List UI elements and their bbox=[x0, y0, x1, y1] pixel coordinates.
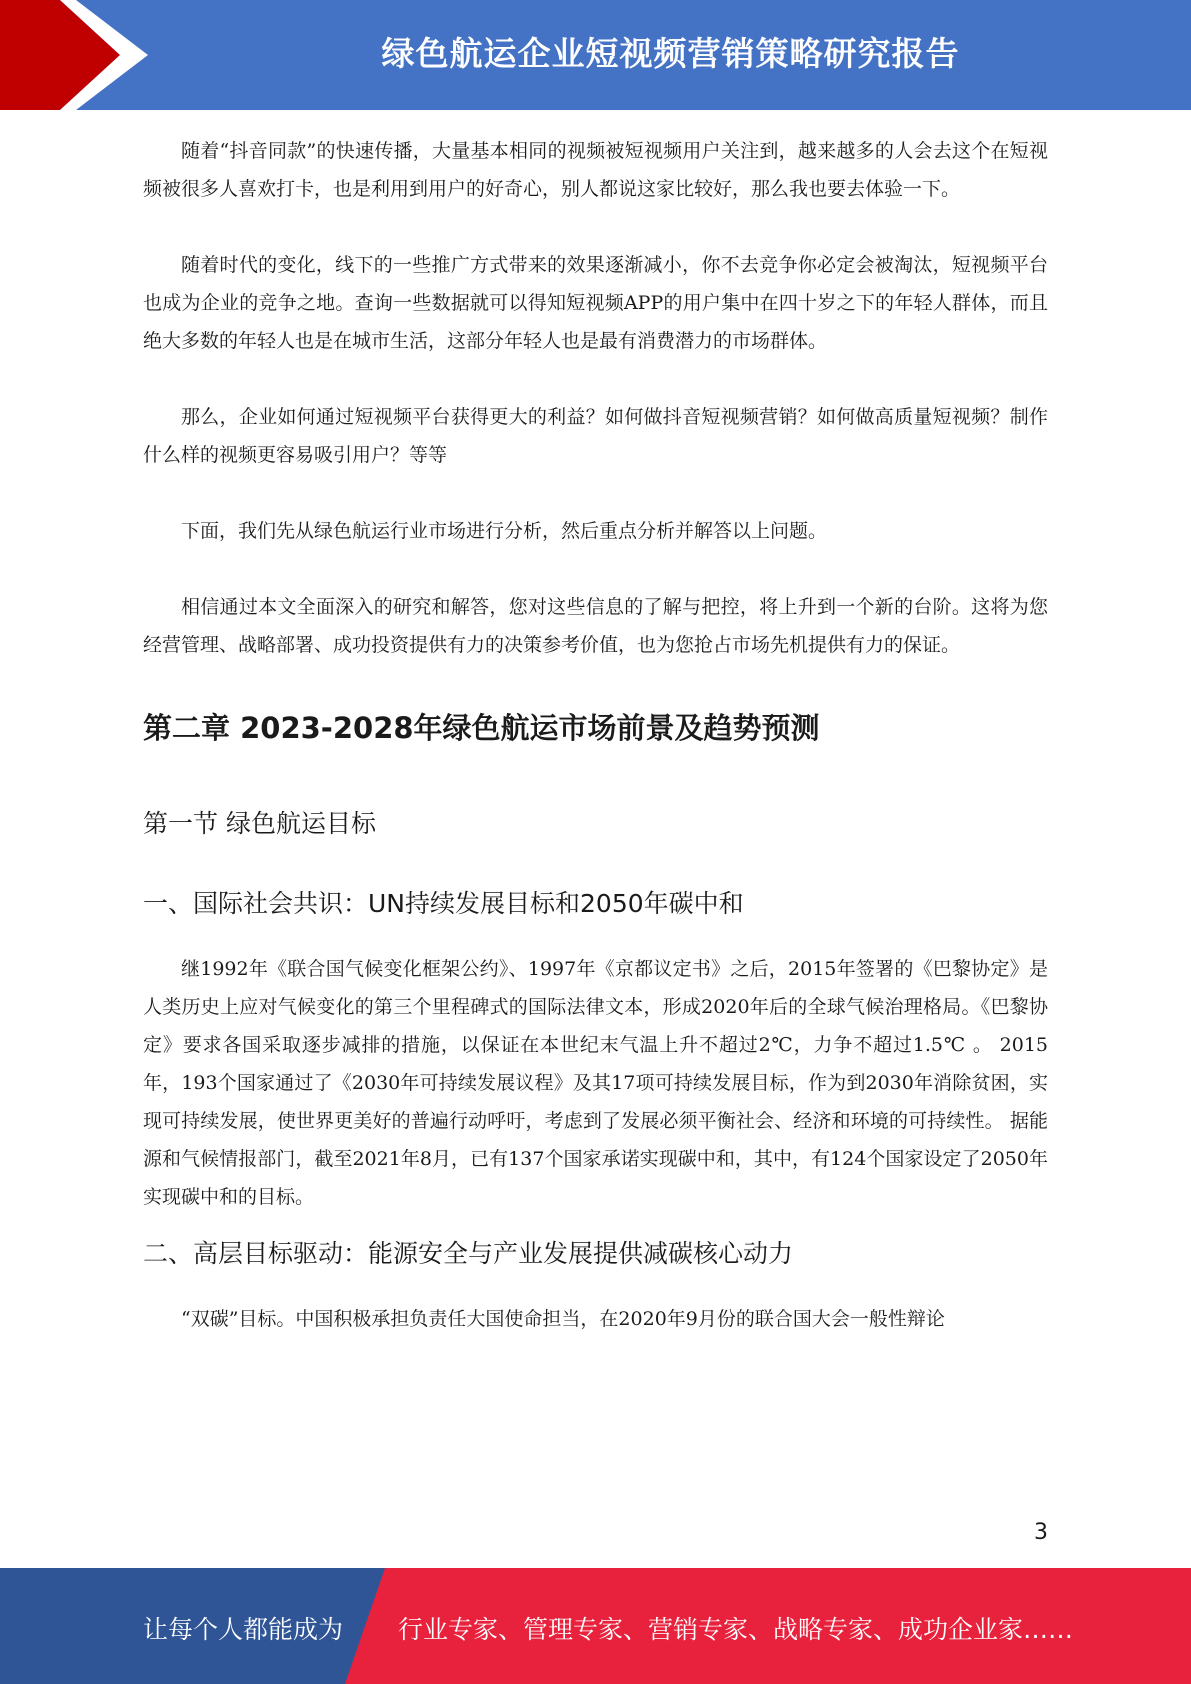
section-title: 第一节 绿色航运目标 bbox=[143, 809, 376, 838]
footer-slogan-left: 让每个人都能成为 bbox=[143, 1615, 344, 1644]
subsection-title: 二、高层目标驱动：能源安全与产业发展提供减碳核心动力 bbox=[143, 1239, 794, 1268]
paragraph: 下面，我们先从绿色航运行业市场进行分析，然后重点分析并解答以上问题。 bbox=[181, 520, 828, 542]
footer-slogan-right: 行业专家、管理专家、营销专家、战略专家、成功企业家…… bbox=[398, 1615, 1074, 1644]
header-band bbox=[0, 0, 1191, 110]
paragraph: “双碳”目标。中国积极承担负责任大国使命担当，在2020年9月份的联合国大会一般性辩论 bbox=[181, 1308, 945, 1330]
paragraph: 那么，企业如何通过短视频平台获得更大的利益？如何做抖音短视频营销？如何做高质量短视频？制作什么样的视频更容易吸引用户？等等 bbox=[143, 406, 1048, 466]
paragraph: 随着时代的变化，线下的一些推广方式带来的效果逐渐减小，你不去竞争你必定会被淘汰，短视频平台也成为企业的竞争之地。查询一些数据就可以得知短视频APP的用户集中在四十岁之下的年轻人群体，而且绝大多数的年轻人也是在城市生活，这部分年轻人也是最有消费潜力的市场群体。 bbox=[143, 254, 1048, 352]
page-content bbox=[143, 132, 1048, 1338]
paragraph: 随着“抖音同款”的快速传播，大量基本相同的视频被短视频用户关注到，越来越多的人会去这个在短视频被很多人喜欢打卡，也是利用到用户的好奇心，别人都说这家比较好，那么我也要去体验一下。 bbox=[143, 140, 1048, 200]
header-arrow-decoration bbox=[0, 0, 160, 110]
report-title: 绿色航运企业短视频营销策略研究报告 bbox=[381, 34, 960, 73]
paragraph: 继1992年《联合国气候变化框架公约》、1997年《京都议定书》之后，2015年签署的《巴黎协定》是人类历史上应对气候变化的第三个里程碑式的国际法律文本，形成2020年后的全球气候治理格局。《巴黎协定》要求各国采取逐步减排的措施，以保证在本世纪末气温上升不超过2℃，力争不超过1.5℃ 。 2015年，193个国家通过了《2030年可持续发展议程》及其17项可持续发展目标，作为到2030年消除贫困，实现可持续发展，使世界更美好的普遍行动呼吁，考虑到了发展必须平衡社会、经济和环境的可持续性。 据能源和气候情报部门，截至2021年8月，已有137个国家承诺实现碳中和，其中，有124个国家设定了2050年实现碳中和的目标。 bbox=[143, 958, 1048, 1208]
paragraph: 相信通过本文全面深入的研究和解答，您对这些信息的了解与把控，将上升到一个新的台阶。这将为您经营管理、战略部署、成功投资提供有力的决策参考价值，也为您抢占市场先机提供有力的保证。 bbox=[143, 596, 1048, 656]
chapter-title: 第二章 2023-2028年绿色航运市场前景及趋势预测 bbox=[143, 711, 820, 745]
page-number: 3 bbox=[1034, 1520, 1048, 1545]
subsection-title: 一、国际社会共识：UN持续发展目标和2050年碳中和 bbox=[143, 889, 744, 918]
footer-band bbox=[0, 1568, 1191, 1684]
